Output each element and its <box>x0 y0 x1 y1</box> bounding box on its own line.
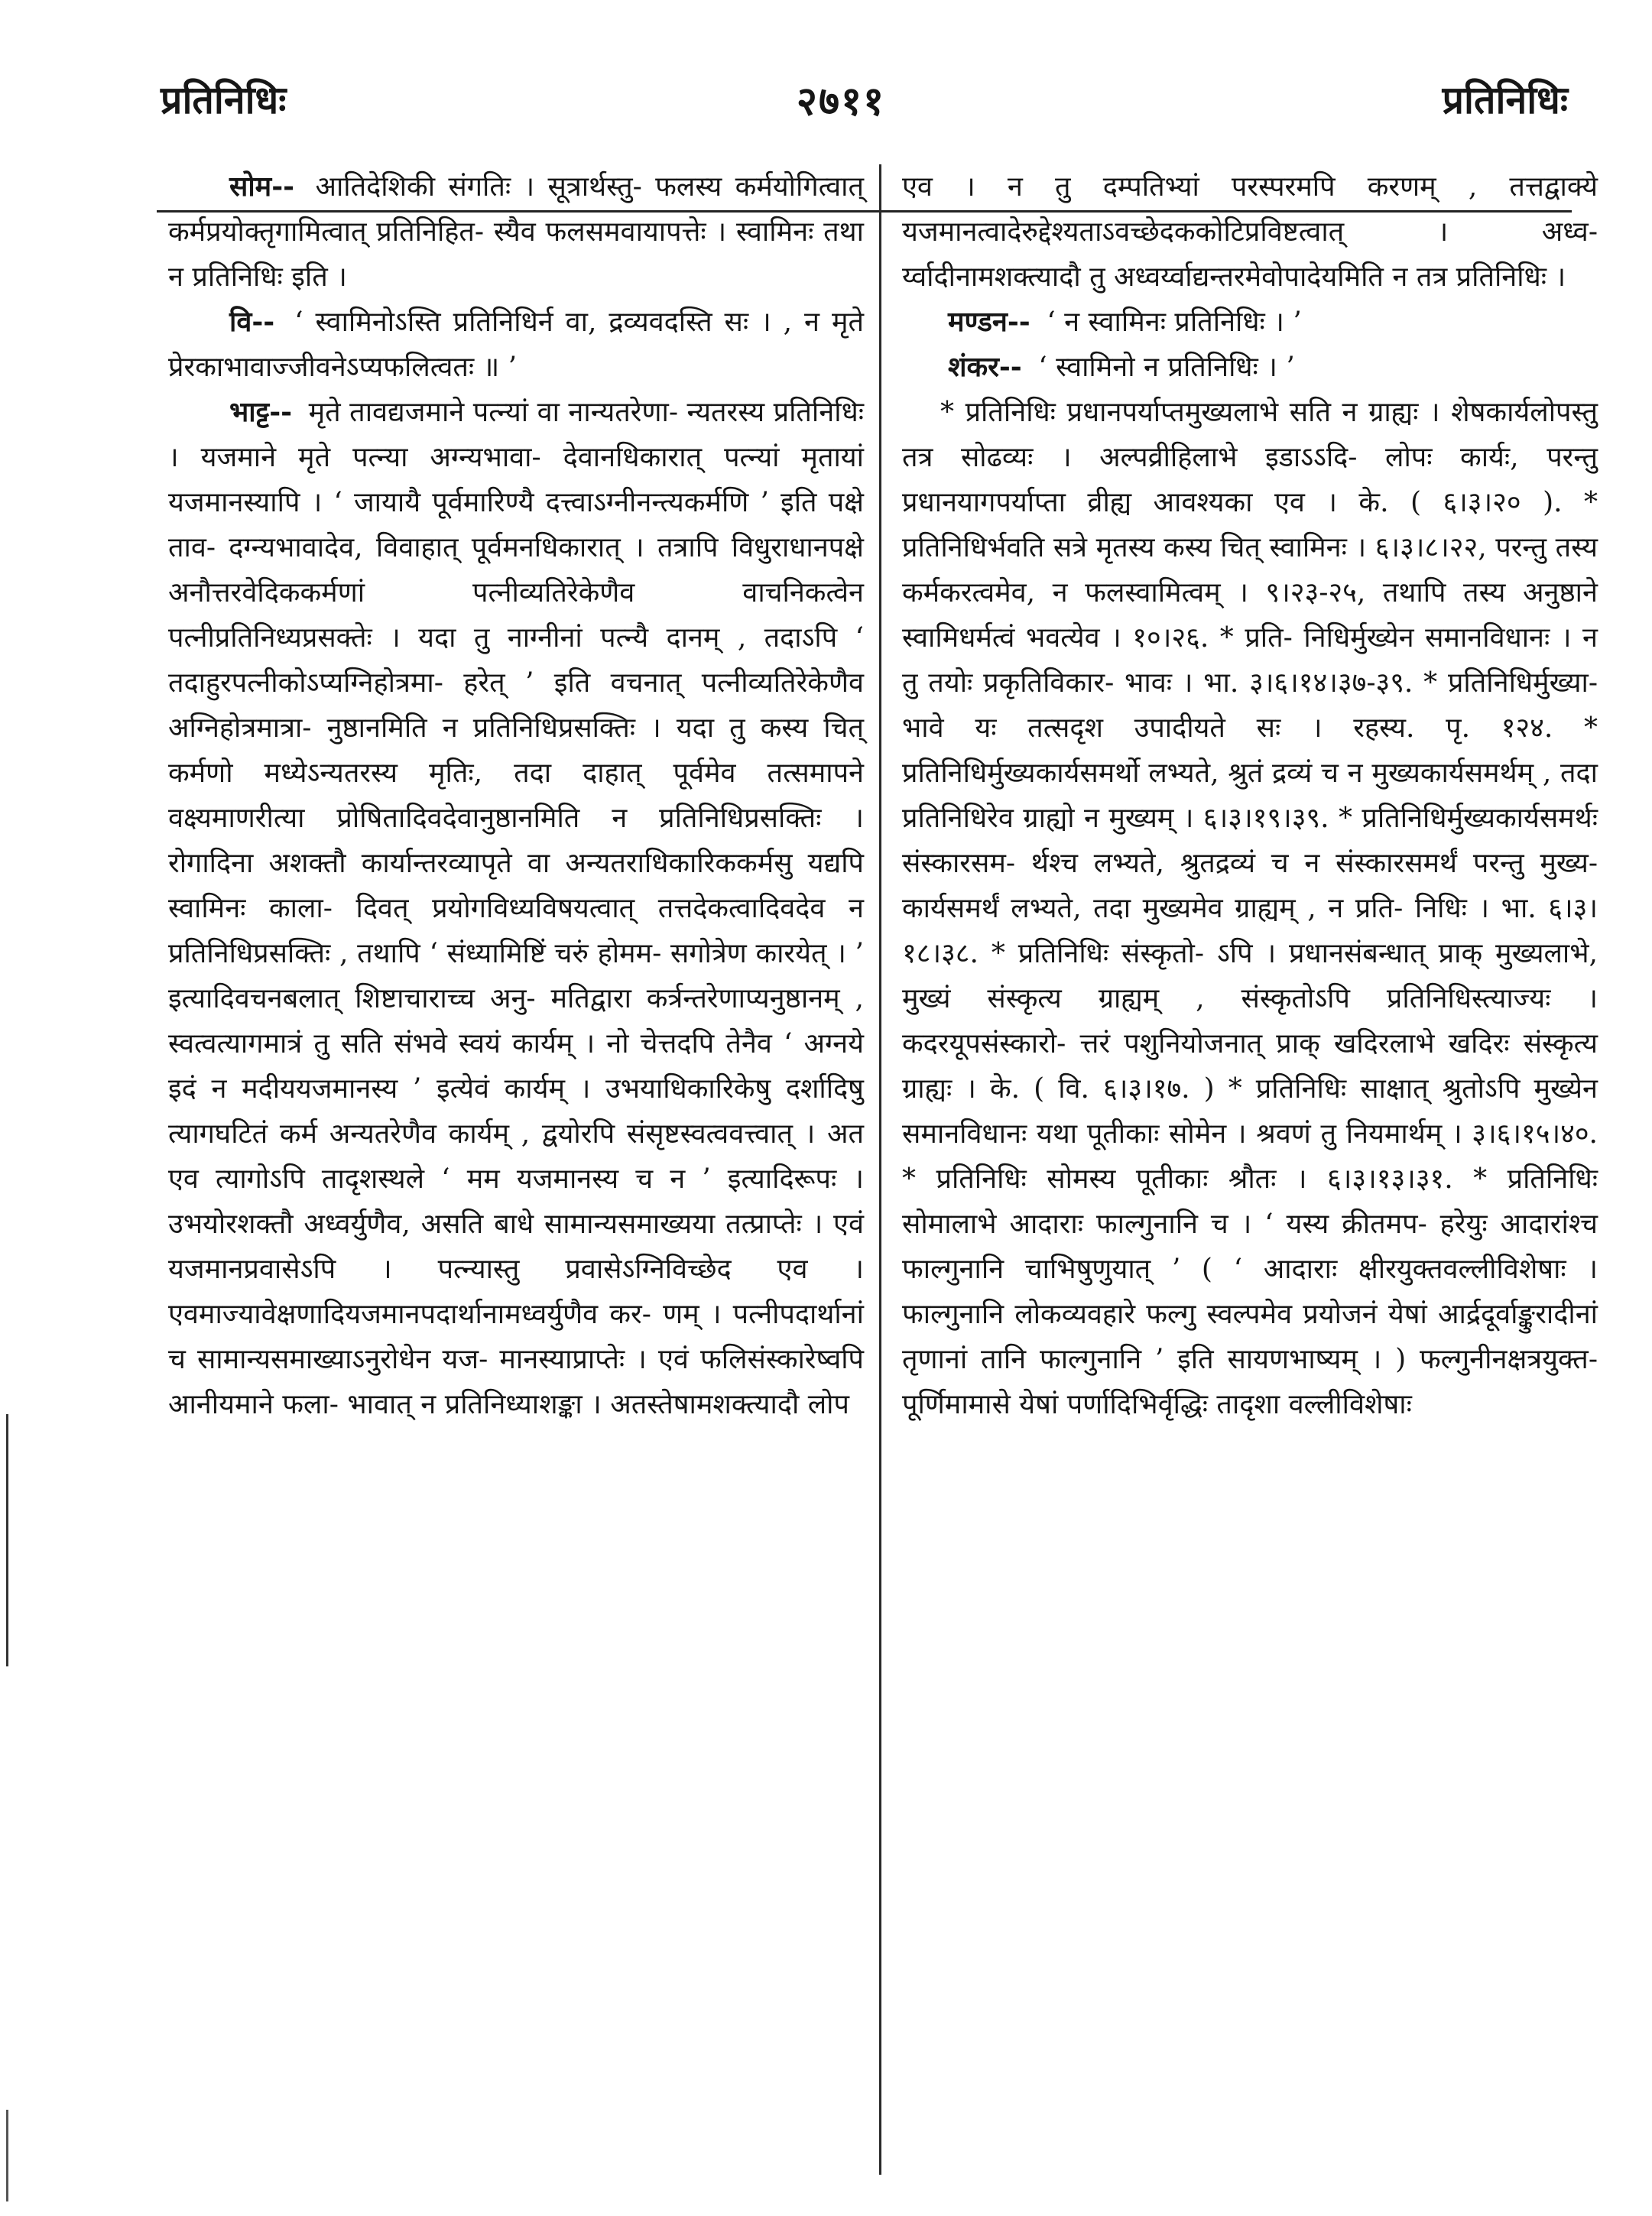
continuation-paragraph: एव । न तु दम्पतिभ्यां परस्परमपि करणम् , तत्तद्वाक्ये यजमानत्वादेरुद्देश्यताऽवच्छेदककोटिप्रविष्टत्वात् । अध्व- र्य्वादीनामशक्त्यादौ तु अध्वर्य्वाद्यन्तरमेवोपादेयमिति न तत्र प्रतिनिधिः । <box>902 171 1598 293</box>
page-header <box>0 73 1652 141</box>
vi-label: वि-- <box>229 306 275 338</box>
vi-text: ‘ स्वामिनोऽस्ति प्रतिनिधिर्न वा, द्रव्यवदस्ति सः । , न मृते प्रेरकाभावाज्जीवनेऽप्यफलित्वतः ॥ ’ <box>168 307 864 383</box>
mandana-text: ‘ न स्वामिनः प्रतिनिधिः । ’ <box>1047 307 1302 338</box>
shankara-text: ‘ स्वामिनो न प्रतिनिधिः । ’ <box>1038 352 1295 383</box>
bhatta-text: मृते तावद्यजमाने पत्न्यां वा नान्यतरेणा- न्यतरस्य प्रतिनिधिः । यजमाने मृते पत्न्या अग्न्यभावा- देवानधिकारात् पत्न्यां मृतायां यजमानस्यापि । ‘ जायायै पूर्वमारिण्यै दत्त्वाऽग्नीनन्त्यकर्मणि ’ इति पक्षे ताव- दग्न्यभावादेव, विवाहात् पूर्वमनधिकारात् । तत्रापि विधुराधानपक्षे अनौत्तरवेदिककर्मणां पत्नीव्यतिरेकेणैव वाचनिकत्वेन पत्नीप्रतिनिध्यप्रसक्तेः । यदा तु नाग्नीनां पत्न्यै दानम् , तदाऽपि ‘ तदाहुरपत्नीकोऽप्यग्निहोत्रमा- हरेत् ’ इति वचनात् पत्नीव्यतिरेकेणैव अग्निहोत्रमात्रा- नुष्ठानमिति न प्रतिनिधिप्रसक्तिः । यदा तु कस्य चित् कर्मणो मध्येऽन्यतरस्य मृतिः, तदा दाहात् पूर्वमेव तत्समापने वक्ष्यमाणरीत्या प्रोषितादिवदेवानुष्ठानमिति न प्रतिनिधिप्रसक्तिः । रोगादिना अशक्तौ कार्यान्तरव्यापृते वा अन्यतराधिकारिककर्मसु यद्यपि स्वामिनः काला- दिवत् प्रयोगविध्यविषयत्वात् तत्तदेकत्वादिवदेव न प्रतिनिधिप्रसक्तिः , तथापि ‘ संध्यामिष्टिं चरुं होमम- सगोत्रेण कारयेत् । ’ इत्यादिवचनबलात् शिष्टाचाराच्च अनु- मतिद्वारा कर्त्रन्तरेणाप्यनुष्ठानम् , स्वत्वत्यागमात्रं तु सति संभवे स्वयं कार्यम् । नो चेत्तदपि तेनैव ‘ अग्नये इदं न मदीययजमानस्य ’ इत्येवं कार्यम् । उभयाधिकारिकेषु दर्शादिषु त्यागघटितं कर्म अन्यतरेणैव कार्यम् , द्वयोरपि संसृष्टस्वत्ववत्त्वात् । अत एव त्यागोऽपि तादृशस्थले ‘ मम यजमानस्य च न ’ इत्यादिरूपः । उभयोरशक्तौ अध्वर्युणैव, असति बाधे सामान्यसमाख्यया तत्प्राप्तेः । एवं यजमानप्रवासेऽपि । पत्न्यास्तु प्रवासेऽग्निविच्छेद एव । एवमाज्यावेक्षणादियजमानपदार्थानामध्वर्युणैव कर- णम् । पत्नीपदार्थानां च सामान्यसमाख्याऽनुरोधेन यज- मानस्याप्राप्तेः । एवं फलिसंस्कारेष्वपि आनीयमाने फला- भावात् न प्रतिनिध्याशङ्का । अतस्तेषामशक्त्यादौ लोप <box>168 397 864 1420</box>
soma-label: सोम-- <box>229 170 295 203</box>
running-head-left: प्रतिनिधिः <box>161 77 287 122</box>
column-divider <box>879 164 881 2175</box>
mandana-entry <box>902 300 1598 345</box>
shankara-entry <box>902 345 1598 390</box>
page-number: २७११ <box>796 78 886 125</box>
binding-edge-mark <box>6 2110 8 2201</box>
soma-text: आतिदेशिकी संगतिः । सूत्रार्थस्तु- फलस्य कर्मयोगित्वात् कर्मप्रयोक्तृगामित्वात् प्रतिनिहित- स्यैव फलसमवायापत्तेः । स्वामिनः तथा न प्रतिनिधिः इति । <box>168 171 864 293</box>
vi-entry <box>168 300 864 390</box>
shankara-label: शंकर-- <box>948 351 1022 383</box>
soma-entry <box>168 164 864 300</box>
right-column <box>902 164 1598 2182</box>
mandana-label: मण्डन-- <box>948 306 1030 338</box>
bhatta-entry <box>168 390 864 1427</box>
binding-edge-mark <box>6 1414 8 1666</box>
bhatta-label: भाट्ट-- <box>229 396 293 428</box>
notes-paragraph: * प्रतिनिधिः प्रधानपर्याप्तमुख्यलाभे सति न ग्राह्यः । शेषकार्यलोपस्तु तत्र सोढव्यः । अल्पव्रीहिलाभे इडाऽऽदि- लोपः कार्यः, परन्तु प्रधानयागपर्याप्ता व्रीह्य आवश्यका एव । के. ( ६।३।२० ). * प्रतिनिधिर्भवति सत्रे मृतस्य कस्य चित् स्वामिनः । ६।३।८।२२, परन्तु तस्य कर्मकरत्वमेव, न फलस्वामित्वम् । ९।२३-२५, तथापि तस्य अनुष्ठाने स्वामिधर्मत्वं भवत्येव । १०।२६. * प्रति- निधिर्मुख्येन समानविधानः । न तु तयोः प्रकृतिविकार- भावः । भा. ३।६।१४।३७-३९. * प्रतिनिधिर्मुख्या- भावे यः तत्सदृश उपादीयते सः । रहस्य. पृ. १२४. * प्रतिनिधिर्मुख्यकार्यसमर्थो लभ्यते, श्रुतं द्रव्यं च न मुख्यकार्यसमर्थम् , तदा प्रतिनिधिरेव ग्राह्यो न मुख्यम् । ६।३।१९।३९. * प्रतिनिधिर्मुख्यकार्यसमर्थः संस्कारसम- र्थश्च लभ्यते, श्रुतद्रव्यं च न संस्कारसमर्थं परन्तु मुख्य- कार्यसमर्थं लभ्यते, तदा मुख्यमेव ग्राह्यम् , न प्रति- निधिः । भा. ६।३।१८।३८. * प्रतिनिधिः संस्कृतो- ऽपि । प्रधानसंबन्धात् प्राक् मुख्यलाभे, मुख्यं संस्कृत्य ग्राह्यम् , संस्कृतोऽपि प्रतिनिधिस्त्याज्यः । कदरयूपसंस्कारो- त्तरं पशुनियोजनात् प्राक् खदिरलाभे खदिरः संस्कृत्य ग्राह्यः । के. ( वि. ६।३।१७. ) * प्रतिनिधिः साक्षात् श्रुतोऽपि मुख्येन समानविधानः यथा पूतीकाः सोमेन । श्रवणं तु नियमार्थम् । ३।६।१५।४०. * प्रतिनिधिः सोमस्य पूतीकाः श्रौतः । ६।३।१३।३१. * प्रतिनिधिः सोमालाभे आदाराः फाल्गुनानि च । ‘ यस्य क्रीतमप- हरेयुः आदारांश्च फाल्गुनानि चाभिषुणुयात् ’ ( ‘ आदाराः क्षीरयुक्तवल्लीविशेषाः । फाल्गुनानि लोकव्यवहारे फल्गु स्वल्पमेव प्रयोजनं येषां आर्द्रदूर्वाङ्कुरादीनां तृणानां तानि फाल्गुनानि ’ इति सायणभाष्यम् । ) फल्गुनीनक्षत्रयुक्त- पूर्णिमामासे येषां पर्णादिभिर्वृद्धिः तादृशा वल्लीविशेषाः <box>902 397 1598 1420</box>
left-column <box>168 164 864 2182</box>
running-head-right: प्रतिनिधिः <box>1442 77 1568 122</box>
